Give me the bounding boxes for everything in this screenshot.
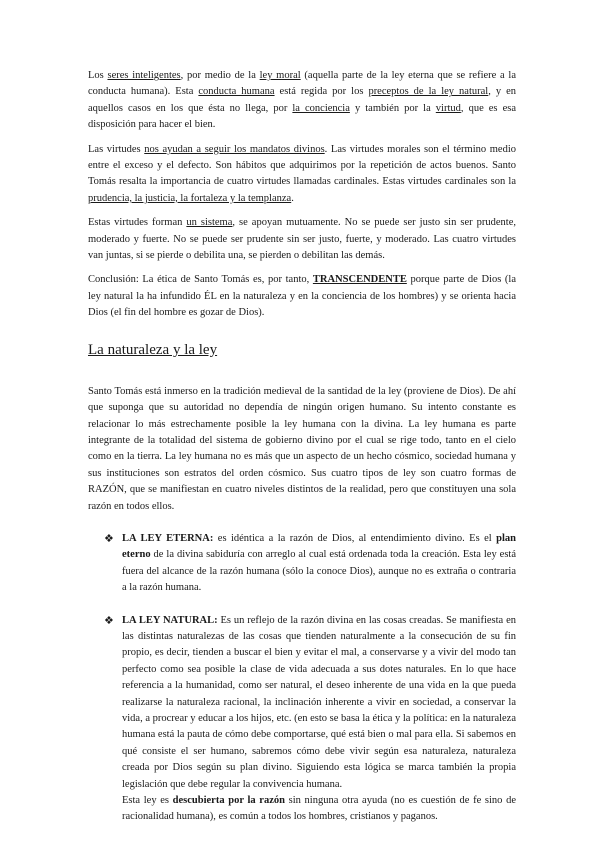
underlined-sistema: un sistema — [186, 217, 233, 229]
emphasis-transcendente: TRANSCENDENTE — [312, 274, 407, 286]
underlined-seres-inteligentes: seres inteligentes — [107, 70, 181, 81]
bullet-ley-natural-body — [122, 613, 516, 826]
diamond-bullet-icon: ❖ — [104, 531, 114, 545]
bullet-ley-natural-text: LA LEY NATURAL: Es un reflejo de la razón divina en las cosas creadas. Se manifiesta en las distintas naturalezas de las cosas que tienden naturalmente a la consecución de su fin propio, es decir, tienden a buscar el bien y evitar el mal, a conservarse y a vivir del modo tan perfecto como sea posible la clase de vida adecuada a sus dotes naturales. En lo que hace referencia a la humanidad, como ser natural, el deseo inherente de una vida en la que pueda realizarse la naturaleza racional, la inclinación inherente a vivir en sociedad, a conservar la vida, a procrear y educar a los hijos, etc. (en esto se basa la ética y la política: en la naturaleza humana está la pauta de cómo debe comportarse, qué está bien o mal para ella. Si sabemos en qué consiste el ser humano, sabremos cómo debe vivir según esa naturaleza, naturaleza creada por Dios según su plan divino. Siguiendo esta lógica se marca también la propia legislación que debe regular la convivencia humana. — [122, 614, 516, 790]
term-ley-eterna: LA LEY ETERNA: — [122, 532, 214, 544]
emphasis-plan-eterno: plan eterno — [122, 532, 516, 561]
paragraph-sistema: Estas virtudes forman un sistema, se apoyan mutuamente. No se puede ser justo sin ser prudente, moderado y fuerte. No se puede ser prudente sin ser justo, fuerte, y moderado. Las cuatro virtudes van juntas, si se pierde o debilita una, se pierden o debilitan las demás. — [88, 217, 516, 262]
diamond-bullet-icon: ❖ — [104, 613, 114, 627]
underlined-ley-moral: ley moral — [259, 70, 301, 81]
paragraph-virtudes: Las virtudes nos ayudan a seguir los mandatos divinos. Las virtudes morales son el término medio entre el exceso y el defecto. Son hábitos que adquirimos por la repetición de actos buenos. Santo Tomás resalta la importancia de cuatro virtudes llamadas cardinales. Estas virtudes cardinales son la prudencia, la justicia, la fortaleza y la templanza. — [88, 143, 516, 204]
underlined-virtud: virtud — [435, 102, 461, 114]
bullet-ley-eterna-text: LA LEY ETERNA: es idéntica a la razón de Dios, al entendimiento divino. Es el plan eterno de la divina sabiduría con arreglo al cual está ordenada toda la creación. Esta ley está fuera del alcance de la razón humana (sólo la conoce Dios), aunque no es extraña o contraria a la razón humana. — [122, 532, 516, 594]
section-heading: La naturaleza y la ley — [88, 341, 218, 358]
bullet-ley-eterna — [104, 531, 516, 597]
underlined-preceptos: preceptos de la ley natural — [368, 86, 489, 98]
underlined-conciencia: la conciencia — [292, 102, 350, 114]
paragraph-conclusion: Conclusión: La ética de Santo Tomás es, por tanto, TRANSCENDENTE porque parte de Dios (la ley natural la ha infundido ÉL en la naturaleza y en la conciencia de los hombres) y se orienta hacia Dios (el fin del hombre es gozar de Dios). — [88, 274, 516, 319]
underlined-conducta-humana: conducta humana — [198, 86, 275, 98]
bullet-ley-natural-text-2: Esta ley es descubierta por la razón sin ninguna otra ayuda (no es cuestión de fe sino de racionalidad humana), es común a todos los hombres, cristianos y paganos. — [122, 795, 516, 823]
paragraph-law-moral: Los seres inteligentes, por medio de la ley moral (aquella parte de la ley eterna que se refiere a la conducta humana). Esta conducta humana está regida por los preceptos de la ley natural, y en aquellos casos en los que ésta no llega, por la conciencia y también por la virtud, que es esa disposición para hacer el bien. — [88, 70, 517, 131]
term-ley-natural: LA LEY NATURAL: — [122, 614, 218, 626]
underlined-mandatos: nos ayudan a seguir los mandatos divinos — [144, 143, 325, 155]
bullet-ley-natural — [104, 613, 516, 826]
paragraph-intro-ley: Santo Tomás está inmerso en la tradición medieval de la santidad de la ley (proviene de Dios). De ahí que suponga que su autoridad no dependía de ningún origen humano. Su intento constante es relacionar lo más estrechamente posible la ley humana con la divina. La ley humana es parte integrante de la totalidad del sistema de gobierno divino por el cual se rige todo, tanto en el cielo como en la tierra. La ley humana no es más que un aspecto de un hecho cósmico, sociedad humana y sus instituciones son estratos del orden cósmico. Sus cuatro tipos de ley son cuatro formas de RAZÓN, que se manifiestan en cuatro niveles distintos de la realidad, pero que constituyen una sola razón en todos ellos. — [88, 385, 516, 512]
emphasis-descubierta: descubierta por la razón — [172, 795, 285, 807]
underlined-cardinales: prudencia, la justicia, la fortaleza y la templanza — [88, 192, 292, 204]
